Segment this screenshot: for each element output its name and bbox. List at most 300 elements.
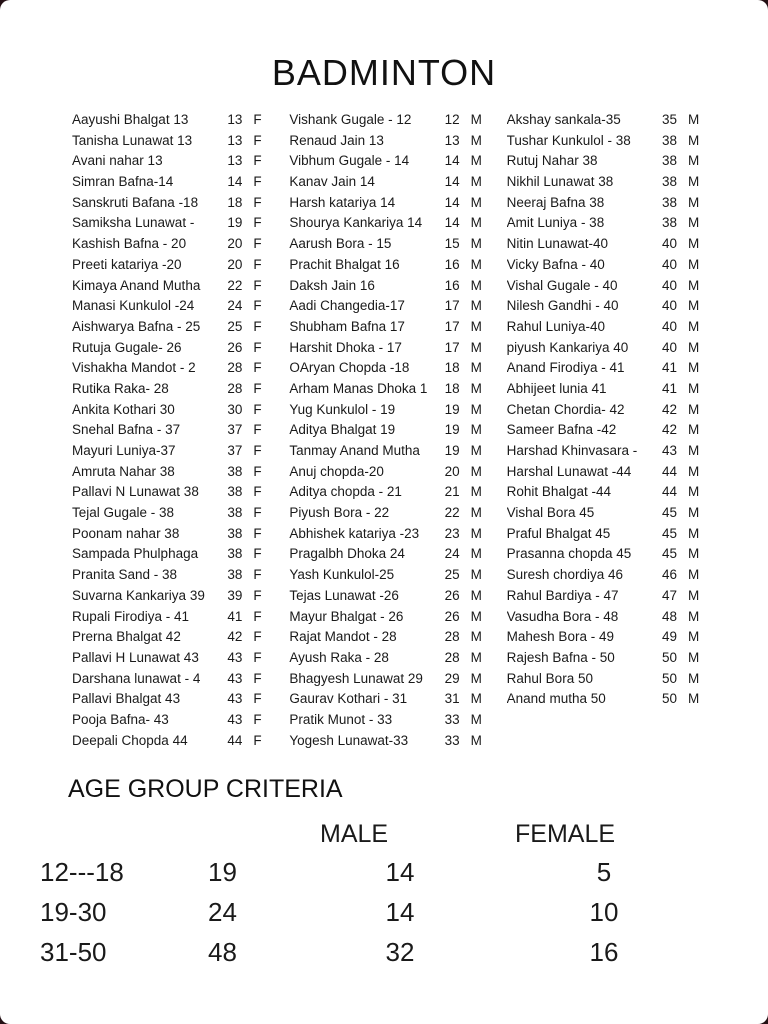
player-gender: M (470, 256, 482, 272)
player-gender: F (253, 174, 262, 190)
player-gender: M (470, 546, 482, 562)
roster-row (72, 110, 267, 131)
female-count: 5 (596, 856, 612, 887)
player-gender: F (253, 463, 262, 479)
player-name: Harshad Khinvasara - (506, 443, 638, 458)
player-name: Pallavi Bhalgat 43 (72, 691, 181, 707)
player-age: 29 (444, 670, 460, 686)
player-gender: F (253, 608, 262, 624)
player-age: 28 (227, 380, 243, 396)
roster-row (72, 565, 267, 586)
player-name: Darshana lunawat - 4 (72, 670, 201, 686)
player-age: 19 (444, 443, 460, 458)
player-age: 37 (227, 443, 243, 458)
player-age: 13 (227, 153, 243, 169)
player-age: 50 (661, 691, 678, 707)
player-gender: M (687, 505, 700, 521)
male-count: 14 (385, 856, 415, 887)
player-name: Mayur Bhalgat - 26 (289, 608, 404, 624)
player-age: 43 (661, 443, 678, 458)
roster-row (289, 131, 484, 152)
player-age: 25 (227, 318, 243, 334)
roster-row (507, 586, 702, 607)
player-age: 38 (227, 463, 243, 479)
player-gender: F (253, 153, 262, 169)
player-gender: F (253, 711, 262, 727)
roster-row (507, 276, 702, 297)
player-name: Shourya Kankariya 14 (289, 215, 423, 231)
player-gender: F (253, 505, 262, 521)
player-gender: F (253, 525, 262, 541)
roster-row (72, 234, 267, 255)
player-name: Bhagyesh Lunawat 29 (289, 670, 423, 686)
total-count: 19 (208, 856, 237, 887)
player-name: Vishank Gugale - 12 (289, 112, 412, 127)
roster-row (289, 276, 484, 297)
roster-row (289, 172, 484, 193)
player-gender: M (687, 318, 700, 334)
roster-row (289, 400, 484, 421)
player-name: Harshal Lunawat -44 (506, 463, 632, 479)
roster-row (72, 524, 267, 545)
player-age: 41 (661, 380, 678, 396)
player-age: 41 (661, 360, 678, 376)
player-name: Rajesh Bafna - 50 (506, 649, 615, 665)
roster-row (507, 669, 702, 690)
player-age: 26 (444, 587, 460, 603)
player-gender: M (687, 360, 700, 376)
roster-row (72, 276, 267, 297)
player-name: Rahul Luniya-40 (506, 318, 605, 334)
player-name: Simran Bafna-14 (72, 174, 174, 190)
roster-row (289, 586, 484, 607)
player-age: 38 (227, 525, 243, 541)
player-gender: M (470, 608, 482, 624)
player-name: Rahul Bardiya - 47 (506, 587, 619, 603)
roster-row (72, 379, 267, 400)
roster-row (507, 400, 702, 421)
player-gender: F (253, 339, 262, 355)
player-age: 33 (444, 732, 460, 748)
player-name: Pragalbh Dhoka 24 (289, 546, 405, 562)
player-age: 40 (661, 236, 678, 252)
roster-row (507, 627, 702, 648)
player-gender: M (470, 505, 482, 521)
player-age: 40 (661, 277, 678, 293)
player-gender: M (687, 153, 700, 169)
player-name: piyush Kankariya 40 (506, 339, 629, 355)
roster-row (507, 193, 702, 214)
player-age: 14 (444, 194, 460, 210)
player-name: Nilesh Gandhi - 40 (506, 298, 619, 314)
player-gender: M (470, 711, 482, 727)
player-gender: F (253, 546, 262, 562)
roster-row (289, 358, 484, 379)
player-name: Vicky Bafna - 40 (506, 256, 605, 272)
roster-row (289, 710, 484, 731)
player-age: 38 (661, 215, 678, 231)
player-name: Pranita Sand - 38 (72, 567, 178, 583)
roster-column-3 (507, 110, 702, 751)
player-name: Amit Luniya - 38 (506, 215, 605, 231)
player-age: 39 (227, 587, 243, 603)
roster-row (72, 255, 267, 276)
roster-row (507, 338, 702, 359)
roster-row (72, 669, 267, 690)
player-name: Aditya Bhalgat 19 (289, 422, 396, 438)
roster-row (289, 379, 484, 400)
roster-row (72, 607, 267, 628)
player-name: Abhijeet lunia 41 (506, 380, 607, 396)
roster-row (289, 462, 484, 483)
age-group-criteria-section (0, 775, 768, 972)
player-gender: M (687, 194, 700, 210)
player-name: Rohit Bhalgat -44 (506, 484, 611, 500)
player-age: 15 (444, 236, 460, 252)
player-name: Sampada Phulphaga (72, 546, 199, 562)
player-gender: M (470, 691, 482, 707)
roster-row (507, 151, 702, 172)
roster-row (507, 689, 702, 710)
player-age: 44 (661, 463, 678, 479)
player-age: 38 (661, 194, 678, 210)
player-gender: F (253, 215, 262, 231)
player-name: Harshit Dhoka - 17 (289, 339, 402, 355)
total-count: 48 (208, 936, 237, 967)
roster-row (72, 627, 267, 648)
male-column-header: MALE (320, 819, 389, 848)
player-gender: M (687, 463, 700, 479)
player-gender: M (470, 339, 482, 355)
player-gender: M (687, 174, 700, 190)
player-name: Deepali Chopda 44 (72, 732, 188, 748)
player-name: Tejal Gugale - 38 (72, 505, 175, 521)
roster-row (507, 234, 702, 255)
player-name: Vasudha Bora - 48 (506, 608, 619, 624)
player-age: 14 (444, 153, 460, 169)
roster-row (507, 441, 702, 462)
player-age: 17 (444, 298, 460, 314)
player-age: 38 (661, 153, 678, 169)
player-name: Gaurav Kothari - 31 (289, 691, 408, 707)
player-age: 43 (227, 670, 243, 686)
player-age: 40 (661, 298, 678, 314)
roster-row (72, 648, 267, 669)
player-name: Preeti katariya -20 (72, 256, 182, 272)
player-age: 48 (661, 608, 678, 624)
player-age: 22 (227, 277, 243, 293)
player-name: Vishal Gugale - 40 (506, 277, 618, 293)
player-age: 45 (661, 546, 678, 562)
player-gender: M (687, 236, 700, 252)
player-age: 41 (227, 608, 243, 624)
player-name: Piyush Bora - 22 (289, 505, 390, 521)
player-name: Sanskruti Bafana -18 (72, 194, 199, 210)
player-name: Ayush Raka - 28 (289, 649, 389, 665)
age-range: 12---18 (40, 856, 124, 887)
player-gender: F (253, 567, 262, 583)
player-name: Vibhum Gugale - 14 (289, 153, 410, 169)
player-name: Rajat Mandot - 28 (289, 629, 397, 645)
player-age: 44 (227, 732, 243, 748)
player-gender: F (253, 401, 262, 417)
player-age: 16 (444, 277, 460, 293)
female-column-header: FEMALE (515, 819, 616, 848)
player-gender: F (253, 691, 262, 707)
player-gender: M (687, 277, 700, 293)
player-gender: M (687, 443, 700, 458)
roster-row (507, 379, 702, 400)
roster-row (507, 213, 702, 234)
player-age: 13 (444, 132, 460, 148)
player-age: 43 (227, 649, 243, 665)
criteria-header-row (40, 816, 768, 852)
player-gender: M (687, 380, 700, 396)
player-age: 40 (661, 318, 678, 334)
player-gender: F (253, 587, 262, 603)
player-name: Rahul Bora 50 (506, 670, 593, 686)
roster-row (289, 669, 484, 690)
player-gender: M (470, 132, 482, 148)
player-gender: F (253, 484, 262, 500)
player-age: 21 (444, 484, 460, 500)
roster-row (72, 338, 267, 359)
player-age: 28 (444, 629, 460, 645)
roster-column-1 (72, 110, 267, 751)
player-gender: F (253, 443, 262, 458)
player-name: Tushar Kunkulol - 38 (506, 132, 631, 148)
player-name: Pooja Bafna- 43 (72, 711, 169, 727)
criteria-row (40, 932, 768, 972)
player-age: 20 (227, 256, 243, 272)
player-name: Daksh Jain 16 (289, 277, 375, 293)
player-age: 31 (444, 691, 460, 707)
roster-row (289, 151, 484, 172)
player-age: 17 (444, 318, 460, 334)
player-age: 24 (227, 298, 243, 314)
roster-row (72, 710, 267, 731)
player-gender: F (253, 132, 262, 148)
player-gender: M (470, 587, 482, 603)
player-gender: F (253, 670, 262, 686)
player-name: Vishakha Mandot - 2 (72, 360, 196, 376)
player-gender: M (470, 360, 482, 376)
player-name: Yash Kunkulol-25 (289, 567, 395, 583)
player-age: 38 (227, 505, 243, 521)
age-range: 31-50 (40, 936, 107, 967)
player-gender: M (470, 649, 482, 665)
player-age: 47 (661, 587, 678, 603)
roster-row (289, 607, 484, 628)
criteria-row (40, 892, 768, 932)
player-gender: M (470, 215, 482, 231)
roster-row (289, 565, 484, 586)
player-age: 19 (444, 422, 460, 438)
player-name: Akshay sankala-35 (506, 112, 621, 127)
roster-row (72, 317, 267, 338)
player-name: Aditya chopda - 21 (289, 484, 402, 500)
roster-row (72, 441, 267, 462)
player-name: Prasanna chopda 45 (506, 546, 632, 562)
roster-row (289, 110, 484, 131)
player-age: 19 (227, 215, 243, 231)
player-gender: M (687, 112, 700, 127)
player-name: Prerna Bhalgat 42 (72, 629, 181, 645)
criteria-heading: AGE GROUP CRITERIA (68, 775, 343, 804)
player-name: Renaud Jain 13 (289, 132, 384, 148)
player-age: 43 (227, 711, 243, 727)
roster-row (289, 338, 484, 359)
roster-row (289, 627, 484, 648)
player-age: 19 (444, 401, 460, 417)
roster-row (507, 255, 702, 276)
player-age: 20 (444, 463, 460, 479)
roster-row (507, 648, 702, 669)
player-name: Aadi Changedia-17 (289, 298, 405, 314)
player-gender: M (470, 401, 482, 417)
roster-row (72, 503, 267, 524)
player-age: 18 (444, 360, 460, 376)
player-name: Harsh katariya 14 (289, 194, 396, 210)
criteria-rows (40, 852, 768, 972)
player-gender: M (687, 215, 700, 231)
player-age: 12 (444, 112, 460, 127)
player-age: 26 (227, 339, 243, 355)
roster-row (289, 213, 484, 234)
roster-row (72, 131, 267, 152)
player-name: Ankita Kothari 30 (72, 401, 175, 417)
player-age: 45 (661, 505, 678, 521)
female-count: 10 (589, 896, 619, 927)
male-count: 14 (385, 896, 415, 927)
player-gender: M (470, 298, 482, 314)
player-name: Nitin Lunawat-40 (506, 236, 608, 252)
roster-row (507, 420, 702, 441)
player-name: Pallavi H Lunawat 43 (72, 649, 199, 665)
player-gender: M (687, 401, 700, 417)
player-age: 42 (227, 629, 243, 645)
player-name: Pratik Munot - 33 (289, 711, 393, 727)
player-name: Anand mutha 50 (506, 691, 606, 707)
player-age: 28 (444, 649, 460, 665)
player-name: Manasi Kunkulol -24 (72, 298, 195, 314)
roster-row (507, 544, 702, 565)
player-name: Rutuj Nahar 38 (506, 153, 598, 169)
roster-row (72, 731, 267, 752)
player-gender: M (470, 732, 482, 748)
player-age: 18 (227, 194, 243, 210)
roster-row (289, 193, 484, 214)
roster-row (507, 131, 702, 152)
male-count: 32 (385, 936, 415, 967)
player-name: Shubham Bafna 17 (289, 318, 405, 334)
player-gender: M (470, 380, 482, 396)
roster-row (507, 524, 702, 545)
player-name: Suvarna Kankariya 39 (72, 587, 205, 603)
player-name: Chetan Chordia- 42 (506, 401, 625, 417)
player-gender: M (470, 194, 482, 210)
age-range: 19-30 (40, 896, 107, 927)
player-name: OAryan Chopda -18 (289, 360, 410, 376)
roster-row (289, 420, 484, 441)
player-gender: M (470, 112, 482, 127)
player-name: Aarush Bora - 15 (289, 236, 392, 252)
player-gender: M (470, 318, 482, 334)
player-gender: M (687, 484, 700, 500)
player-gender: M (470, 629, 482, 645)
player-gender: F (253, 194, 262, 210)
roster-table (72, 110, 702, 751)
player-gender: M (687, 525, 700, 541)
player-age: 14 (444, 215, 460, 231)
roster-row (72, 586, 267, 607)
player-gender: M (687, 567, 700, 583)
player-age: 38 (227, 484, 243, 500)
player-name: Rutika Raka- 28 (72, 380, 169, 396)
player-gender: M (470, 174, 482, 190)
player-gender: M (687, 298, 700, 314)
player-age: 14 (444, 174, 460, 190)
player-age: 13 (227, 132, 243, 148)
player-name: Samiksha Lunawat - (72, 215, 195, 231)
player-name: Tanmay Anand Mutha (289, 443, 420, 458)
roster-row (72, 193, 267, 214)
player-name: Snehal Bafna - 37 (72, 422, 181, 438)
player-name: Tanisha Lunawat 13 (72, 132, 193, 148)
player-age: 38 (227, 546, 243, 562)
player-age: 23 (444, 525, 460, 541)
roster-row (72, 172, 267, 193)
player-age: 45 (661, 525, 678, 541)
player-name: Rutuja Gugale- 26 (72, 339, 182, 355)
player-name: Mayuri Luniya-37 (72, 443, 176, 458)
player-age: 50 (661, 670, 678, 686)
player-gender: M (470, 236, 482, 252)
player-name: Arham Manas Dhoka 1 (289, 380, 428, 396)
player-gender: F (253, 318, 262, 334)
player-name: Yogesh Lunawat-33 (289, 732, 409, 748)
player-gender: F (253, 277, 262, 293)
player-gender: M (470, 422, 482, 438)
roster-row (289, 234, 484, 255)
player-name: Anuj chopda-20 (289, 463, 384, 479)
player-age: 25 (444, 567, 460, 583)
player-gender: M (687, 587, 700, 603)
roster-row (289, 441, 484, 462)
player-age: 42 (661, 401, 678, 417)
player-gender: M (687, 608, 700, 624)
player-gender: M (470, 277, 482, 293)
player-age: 13 (227, 112, 243, 127)
player-age: 14 (227, 174, 243, 190)
player-gender: F (253, 236, 262, 252)
player-gender: M (687, 629, 700, 645)
player-gender: F (253, 112, 262, 127)
player-name: Poonam nahar 38 (72, 525, 180, 541)
player-gender: F (253, 298, 262, 314)
player-age: 16 (444, 256, 460, 272)
roster-row (507, 296, 702, 317)
player-gender: M (687, 132, 700, 148)
player-name: Tejas Lunawat -26 (289, 587, 399, 603)
player-name: Kashish Bafna - 20 (72, 236, 187, 252)
player-age: 50 (661, 649, 678, 665)
roster-row (289, 689, 484, 710)
player-name: Anand Firodiya - 41 (506, 360, 625, 376)
player-age: 18 (444, 380, 460, 396)
roster-row (507, 503, 702, 524)
roster-row (72, 296, 267, 317)
